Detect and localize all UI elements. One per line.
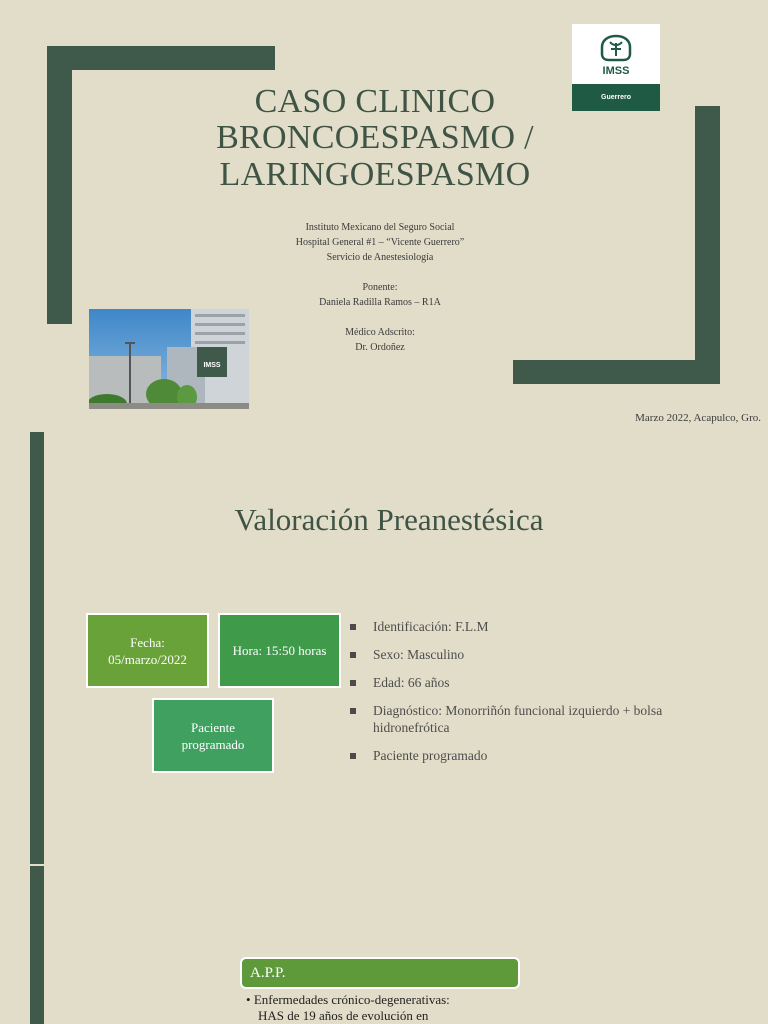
bullet-square-icon [350,753,356,759]
title-line-3: LARINGOESPASMO [219,155,531,193]
date-place: Marzo 2022, Acapulco, Gro. [635,412,761,424]
frame-top-left-horizontal [47,46,275,70]
photo-sign: IMSS [203,362,221,369]
bullet-square-icon [350,624,356,630]
paciente-box [152,698,274,773]
slide3-left-bar [30,866,44,1024]
hospital-photo [89,309,249,409]
ponente-name: Daniela Radilla Ramos – R1A [319,297,441,308]
list-item: Edad: 66 años [350,674,730,691]
paciente-text: Paciente programado [181,719,245,752]
institution-line-2: Hospital General #1 – “Vicente Guerrero” [295,237,465,248]
title-line-1: CASO CLINICO [254,83,496,120]
slide2-left-bar [30,432,44,864]
hospital-building-image [89,309,249,409]
list-item: Paciente programado [350,747,730,764]
frame-bottom-right-horizontal [513,360,720,384]
ponente-label: Ponente: [362,282,398,293]
list-item: Sexo: Masculino [350,646,730,663]
medico-label: Médico Adscrito: [345,327,415,338]
medico-name: Dr. Ordoñez [355,342,405,353]
app-bullet-block [246,992,526,1024]
slide2-title: Valoración Preanestésica [234,502,544,537]
presentation-info [230,220,530,355]
bullet-square-icon [350,680,356,686]
frame-bottom-right-vertical [695,106,720,384]
list-item: Diagnóstico: Monorriñón funcional izquierdo + bolsa hidronefrótica [350,702,730,736]
list-item: • Enfermedades crónico-degenerativas: [246,992,450,1007]
institution-line-3: Servicio de Anestesiología [326,252,434,263]
bullet-square-icon [350,652,356,658]
logo-sub: Guerrero [572,84,660,111]
slide-title [150,84,600,193]
imss-emblem-icon [599,34,633,78]
logo-text: IMSS [602,65,630,77]
hora-text: Hora: 15:50 horas [232,643,327,658]
fecha-box [86,613,209,688]
patient-bullet-list [350,618,730,775]
list-item: Identificación: F.L.M [350,618,730,635]
title-line-2: BRONCOESPASMO / [216,119,534,157]
imss-logo [572,24,660,111]
bullet-dot-icon: • [246,992,254,1007]
institution-line-1: Instituto Mexicano del Seguro Social [305,222,455,233]
frame-top-left-vertical [47,46,72,324]
fecha-text: Fecha: 05/marzo/2022 [108,634,187,667]
list-item-continuation: HAS de 19 años de evolución en [258,1008,429,1023]
bullet-square-icon [350,708,356,714]
hora-box [218,613,341,688]
app-header: A.P.P. [240,957,520,989]
